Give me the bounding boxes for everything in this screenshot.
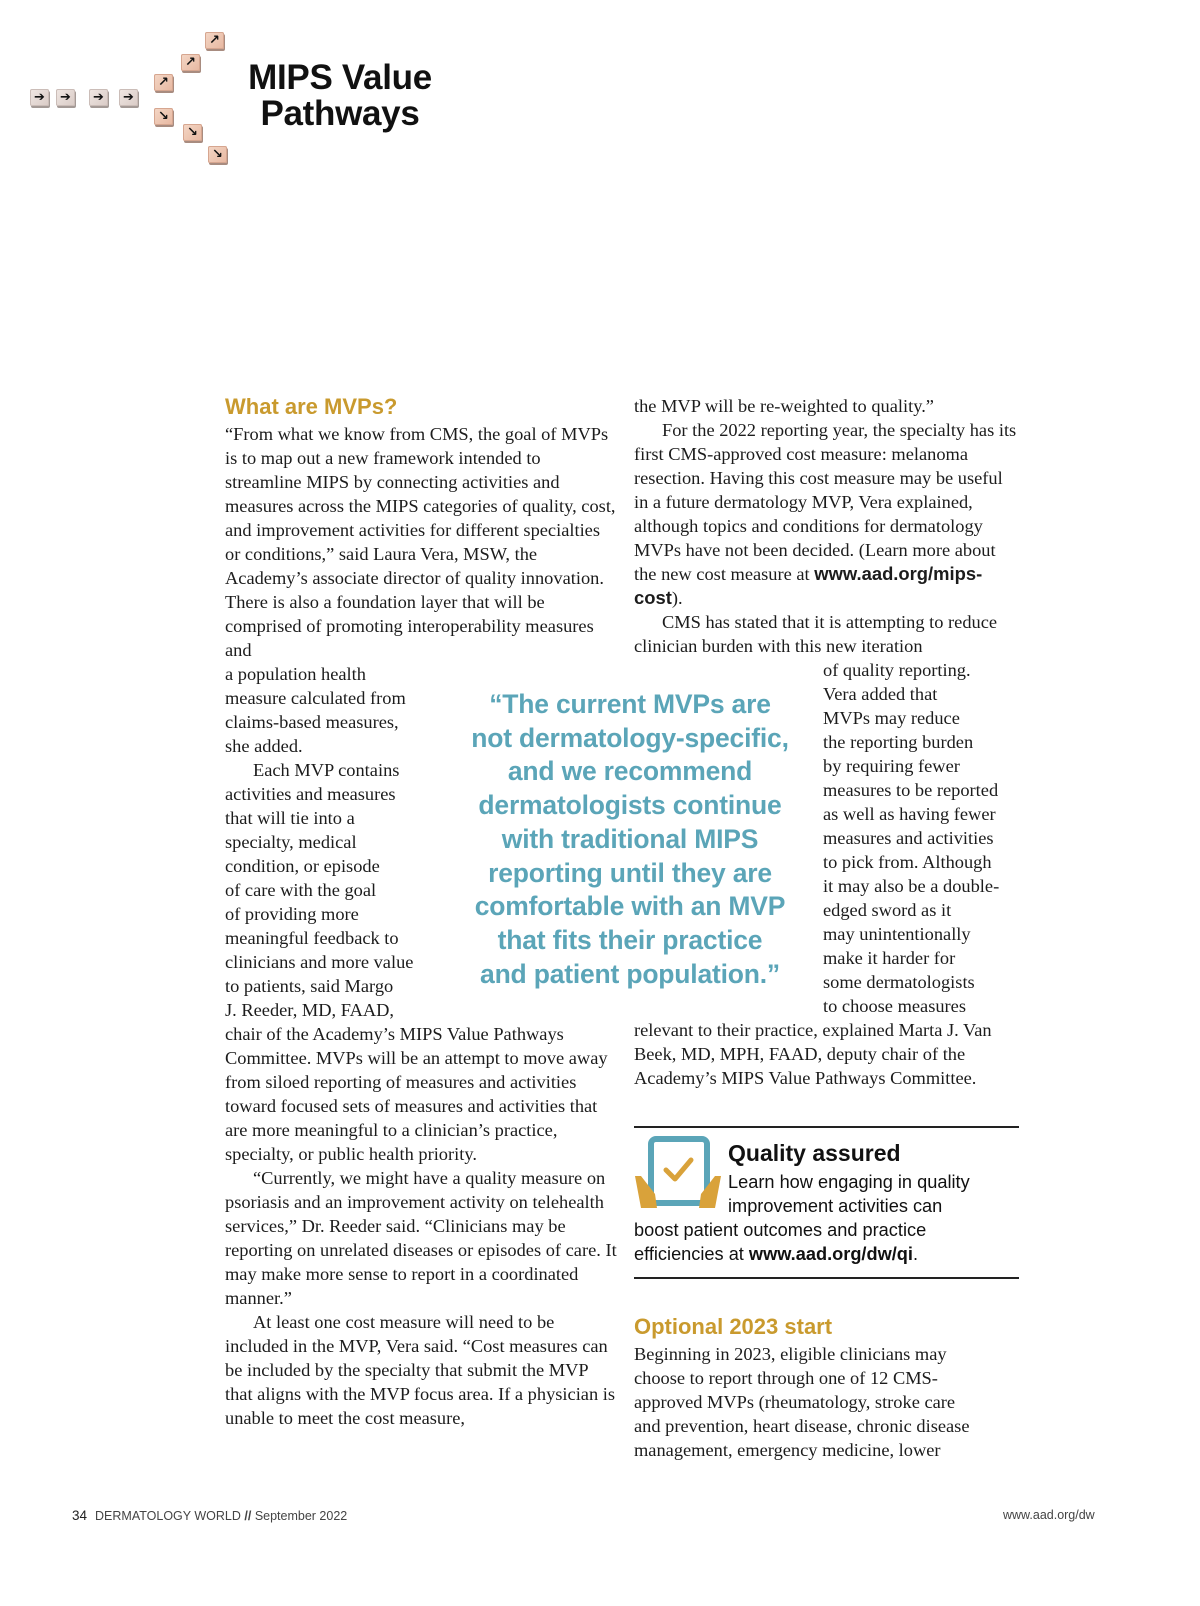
- arrow-down-right-icon: ↘: [183, 124, 202, 141]
- right-column-top: [634, 394, 1020, 658]
- footer-separator: //: [244, 1509, 252, 1523]
- text-line: make it harder for: [823, 948, 956, 968]
- arrow-up-right-icon: ↗: [154, 74, 173, 91]
- paragraph-text: ).: [671, 588, 683, 608]
- text-line: Each MVP contains: [253, 760, 400, 780]
- pull-quote-line: not dermatology-specific,: [471, 722, 789, 753]
- paragraph: At least one cost measure will need to be included in the MVP, Vera said. “Cost measures can be included by the specialty that submit the MVP that aligns with the MVP focus area. If a physician is unable to meet the cost measure,: [225, 1312, 616, 1428]
- right-column-narrow: [823, 658, 1023, 1018]
- callout-line: improvement activities can: [728, 1196, 943, 1216]
- paragraph: [634, 418, 1020, 610]
- text-line: J. Reeder, MD, FAAD,: [225, 1000, 395, 1020]
- pull-quote-line: with traditional MIPS: [501, 823, 759, 854]
- paragraph: “From what we know from CMS, the goal of MVPs is to map out a new framework intended to streamline MIPS by connecting activities and measures across the MIPS categories of quality, cost, and improvement activities for different specialties or conditions,” said Laura Vera, MSW, the Academy’s associate director of quality innovation. There is also a foundation layer that will be comprised of promoting interoperability measures and: [225, 424, 616, 660]
- pull-quote-line: reporting until they are: [488, 857, 772, 888]
- arrow-right-icon: ➔: [89, 89, 108, 106]
- paragraph: the MVP will be re-weighted to quality.”: [634, 396, 934, 416]
- text-line: it may also be a double-: [823, 876, 1000, 896]
- tablet-checkmark-icon: [633, 1136, 723, 1218]
- paragraph: chair of the Academy’s MIPS Value Pathways Committee. MVPs will be an attempt to move away from siloed reporting of measures and activities toward focused sets of measures and activities that are more meaningful to a clinician’s practice, specialty, or public health priority.: [225, 1024, 608, 1164]
- divider: [634, 1126, 1019, 1128]
- publication-name: DERMATOLOGY WORLD: [95, 1509, 241, 1523]
- mips-cost-link[interactable]: www.aad.org/mips-cost: [634, 563, 983, 608]
- text-line: claims-based measures,: [225, 712, 399, 732]
- text-line: to patients, said Margo: [225, 976, 394, 996]
- pull-quote-line: and we recommend: [507, 756, 753, 787]
- text-line: meaningful feedback to: [225, 928, 399, 948]
- text-line: specialty, medical: [225, 832, 357, 852]
- text-line: Beginning in 2023, eligible clinicians may: [634, 1344, 947, 1364]
- text-line: management, emergency medicine, lower: [634, 1440, 941, 1460]
- text-line: activities and measures: [225, 784, 396, 804]
- text-line: the reporting burden: [823, 732, 974, 752]
- divider: [634, 1277, 1019, 1279]
- text-line: edged sword as it: [823, 900, 952, 920]
- paragraph: CMS has stated that it is attempting to reduce clinician burden with this new iteration: [634, 612, 998, 656]
- text-line: a population health: [225, 664, 366, 684]
- right-column-bottom: [634, 1018, 1020, 1090]
- callout-line: boost patient outcomes and practice: [634, 1220, 927, 1240]
- text-line: measures and activities: [823, 828, 994, 848]
- section-optional-2023: [634, 1314, 1020, 1462]
- pull-quote-line: “The current MVPs are: [489, 689, 771, 719]
- footer-url[interactable]: www.aad.org/dw: [1003, 1508, 1095, 1522]
- paragraph-text: For the 2022 reporting year, the specialty has its first CMS-approved cost measure: melanoma resection. Having this cost measure may be useful in a future dermatology MVP, Vera explained, although topics and conditions for dermatology MVPs have not been decided. (Learn more about the new cost measure at: [634, 420, 1017, 584]
- arrow-up-right-icon: ↗: [205, 32, 224, 49]
- page-title: [225, 60, 455, 132]
- text-line: and prevention, heart disease, chronic disease: [634, 1416, 970, 1436]
- paragraph: “Currently, we might have a quality measure on psoriasis and an improvement activity on telehealth services,” Dr. Reeder said. “Clinicians may be reporting on unrelated diseases or episodes of care. It may make more sense to report in a coordinated manner.”: [225, 1168, 617, 1308]
- pull-quote-line: dermatologists continue: [478, 790, 782, 821]
- text-line: of quality reporting.: [823, 660, 971, 680]
- text-line: measures to be reported: [823, 780, 999, 800]
- arrow-right-icon: ➔: [119, 89, 138, 106]
- page-number: 34: [72, 1508, 88, 1523]
- text-line: she added.: [225, 736, 303, 756]
- arrow-right-icon: ➔: [30, 89, 49, 106]
- pull-quote-line: that fits their practice: [497, 924, 763, 955]
- callout-line: [634, 1242, 918, 1266]
- callout-text: .: [912, 1244, 919, 1264]
- text-line: MVPs may reduce: [823, 708, 960, 728]
- left-column-narrow: [225, 662, 455, 1022]
- text-line: of care with the goal: [225, 880, 377, 900]
- text-line: to choose measures: [823, 996, 966, 1016]
- footer-left: [72, 1508, 347, 1523]
- text-line: to pick from. Although: [823, 852, 992, 872]
- arrow-up-right-icon: ↗: [181, 54, 200, 71]
- section-heading-what-are-mvps: What are MVPs?: [225, 394, 398, 419]
- text-line: of providing more: [225, 904, 359, 924]
- text-line: measure calculated from: [225, 688, 406, 708]
- page-title-line-1: MIPS Value: [248, 58, 432, 97]
- page-title-line-2: Pathways: [260, 94, 420, 133]
- callout-line: Learn how engaging in quality: [728, 1172, 970, 1192]
- text-line: as well as having fewer: [823, 804, 996, 824]
- arrow-down-right-icon: ↘: [154, 108, 173, 125]
- arrow-down-right-icon: ↘: [208, 146, 227, 163]
- callout-title: Quality assured: [728, 1140, 901, 1166]
- qi-link[interactable]: www.aad.org/dw/qi: [748, 1244, 913, 1264]
- text-line: approved MVPs (rheumatology, stroke care: [634, 1392, 956, 1412]
- left-column-bottom: [225, 1022, 617, 1430]
- text-line: that will tie into a: [225, 808, 355, 828]
- text-line: condition, or episode: [225, 856, 380, 876]
- callout-text: efficiencies at: [634, 1244, 749, 1264]
- left-column-top: [225, 394, 617, 662]
- text-line: clinicians and more value: [225, 952, 414, 972]
- pull-quote: [460, 688, 800, 991]
- paragraph: relevant to their practice, explained Marta J. Van Beek, MD, MPH, FAAD, deputy chair of the Academy’s MIPS Value Pathways Committee.: [634, 1020, 992, 1088]
- section-heading-optional-2023-start: Optional 2023 start: [634, 1314, 833, 1339]
- arrow-right-icon: ➔: [56, 89, 75, 106]
- issue-date: September 2022: [254, 1509, 348, 1523]
- text-line: choose to report through one of 12 CMS-: [634, 1368, 938, 1388]
- pull-quote-line: and patient population.”: [480, 958, 780, 989]
- text-line: some dermatologists: [823, 972, 975, 992]
- text-line: Vera added that: [823, 684, 938, 704]
- pull-quote-line: comfortable with an MVP: [474, 891, 786, 922]
- text-line: may unintentionally: [823, 924, 971, 944]
- text-line: by requiring fewer: [823, 756, 960, 776]
